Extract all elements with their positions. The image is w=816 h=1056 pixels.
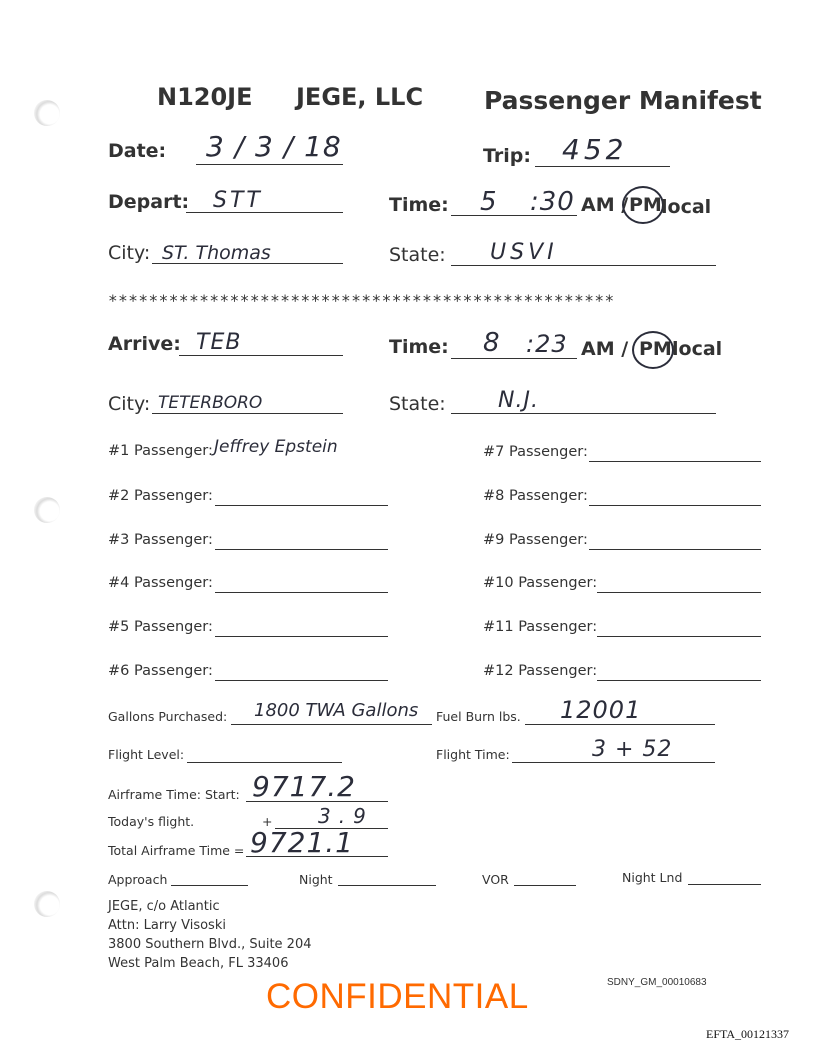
address-line-4: West Palm Beach, FL 33406 (108, 956, 289, 971)
flight-time-label: Flight Time: (436, 747, 510, 762)
depart-state-line (451, 265, 716, 266)
vor-label: VOR (482, 872, 509, 887)
depart-pm-circle (622, 186, 664, 224)
arrive-state-value: N.J. (498, 388, 539, 413)
arrive-city-line (152, 413, 343, 414)
form-title: Passenger Manifest (484, 86, 762, 115)
passenger-12-line (597, 680, 761, 681)
passenger-6-label: #6 Passenger: (108, 663, 213, 679)
passenger-6-line (215, 680, 388, 681)
passenger-11-label: #11 Passenger: (483, 619, 598, 635)
gallons-value: 1800 TWA Gallons (254, 700, 419, 721)
date-value: 3 / 3 / 18 (206, 130, 342, 163)
arrive-hour: 8 (483, 328, 501, 358)
passenger-8-line (589, 505, 761, 506)
passenger-9-line (589, 549, 761, 550)
passenger-1-label: #1 Passenger: (108, 443, 213, 459)
depart-city-label: City: (108, 242, 151, 264)
separator-stars: ************************************************** (108, 291, 615, 310)
depart-state-value: USVI (490, 240, 558, 265)
arrive-pm: PM (639, 338, 672, 360)
passenger-9-label: #9 Passenger: (483, 532, 588, 548)
passenger-2-line (215, 505, 388, 506)
passenger-10-line (597, 592, 761, 593)
arrive-time-line (451, 358, 577, 359)
today-flight-label: Today's flight. (108, 814, 195, 829)
flight-time-line (512, 762, 715, 763)
approach-line (171, 885, 248, 886)
airframe-start-label: Airframe Time: Start: (108, 787, 240, 802)
confidential-stamp: CONFIDENTIAL (266, 977, 529, 1016)
address-line-1: JEGE, c/o Atlantic (108, 899, 220, 914)
vor-line (514, 885, 576, 886)
trip-value: 452 (562, 133, 628, 166)
night-label: Night (299, 872, 333, 887)
trip-label: Trip: (483, 145, 531, 167)
passenger-7-label: #7 Passenger: (483, 444, 588, 460)
passenger-5-line (215, 636, 388, 637)
depart-hour: 5 (480, 187, 498, 217)
tail-number: N120JE (157, 83, 253, 111)
date-line (196, 164, 343, 165)
gallons-line (231, 724, 432, 725)
passenger-3-line (215, 549, 388, 550)
passenger-8-label: #8 Passenger: (483, 488, 588, 504)
night-lnd-line (688, 884, 761, 885)
trip-line (535, 166, 670, 167)
gallons-label: Gallons Purchased: (108, 709, 228, 724)
night-lnd-label: Night Lnd (622, 870, 683, 885)
depart-line (186, 212, 343, 213)
arrive-time-label: Time: (389, 336, 449, 358)
arrive-line (179, 355, 343, 356)
passenger-4-label: #4 Passenger: (108, 575, 213, 591)
total-airframe-label: Total Airframe Time = (108, 843, 245, 858)
fuel-burn-label: Fuel Burn lbs. (436, 709, 521, 724)
depart-time-label: Time: (389, 194, 449, 216)
arrive-state-label: State: (389, 393, 446, 415)
depart-value: STT (213, 188, 263, 213)
company-name: JEGE, LLC (296, 83, 424, 111)
depart-local: local (661, 196, 712, 218)
address-line-2: Attn: Larry Visoski (108, 918, 226, 933)
binder-hole-middle (34, 497, 60, 523)
arrive-local: local (672, 338, 723, 360)
today-flight-plus: + (262, 814, 273, 829)
passenger-1-value: Jeffrey Epstein (214, 437, 338, 457)
night-line (338, 885, 436, 886)
depart-pm: PM (629, 194, 662, 216)
today-flight-value: 3.9 (318, 804, 374, 828)
airframe-start-value: 9717.2 (252, 770, 356, 803)
approach-label: Approach (108, 872, 168, 887)
arrive-am: AM / (581, 338, 629, 360)
address-block (108, 897, 312, 973)
depart-state-label: State: (389, 244, 446, 266)
bates-number: SDNY_GM_00010683 (607, 977, 707, 988)
depart-am: AM / (581, 194, 629, 216)
arrive-city-value: TETERBORO (158, 393, 263, 413)
binder-hole-top (34, 100, 60, 126)
passenger-7-line (589, 461, 761, 462)
total-airframe-value: 9721.1 (250, 826, 354, 859)
arrive-label: Arrive: (108, 333, 181, 355)
fuel-burn-line (525, 724, 715, 725)
arrive-state-line (451, 413, 716, 414)
arrive-value: TEB (196, 330, 242, 355)
depart-minute: :30 (530, 187, 575, 217)
passenger-11-line (597, 636, 761, 637)
fuel-burn-value: 12001 (560, 696, 642, 724)
flight-level-label: Flight Level: (108, 747, 185, 762)
passenger-2-label: #2 Passenger: (108, 488, 213, 504)
depart-label: Depart: (108, 191, 190, 213)
date-label: Date: (108, 140, 167, 162)
flight-level-line (187, 762, 342, 763)
arrive-minute: :23 (526, 330, 568, 358)
address-line-3: 3800 Southern Blvd., Suite 204 (108, 937, 312, 952)
arrive-city-label: City: (108, 393, 151, 415)
passenger-12-label: #12 Passenger: (483, 663, 598, 679)
passenger-10-label: #10 Passenger: (483, 575, 598, 591)
efta-number: EFTA_00121337 (706, 1027, 790, 1041)
depart-city-value: ST. Thomas (162, 242, 271, 264)
passenger-3-label: #3 Passenger: (108, 532, 213, 548)
flight-time-value: 3 + 52 (592, 737, 673, 762)
passenger-4-line (215, 592, 388, 593)
arrive-pm-circle (632, 331, 674, 369)
binder-hole-bottom (34, 891, 60, 917)
passenger-5-label: #5 Passenger: (108, 619, 213, 635)
